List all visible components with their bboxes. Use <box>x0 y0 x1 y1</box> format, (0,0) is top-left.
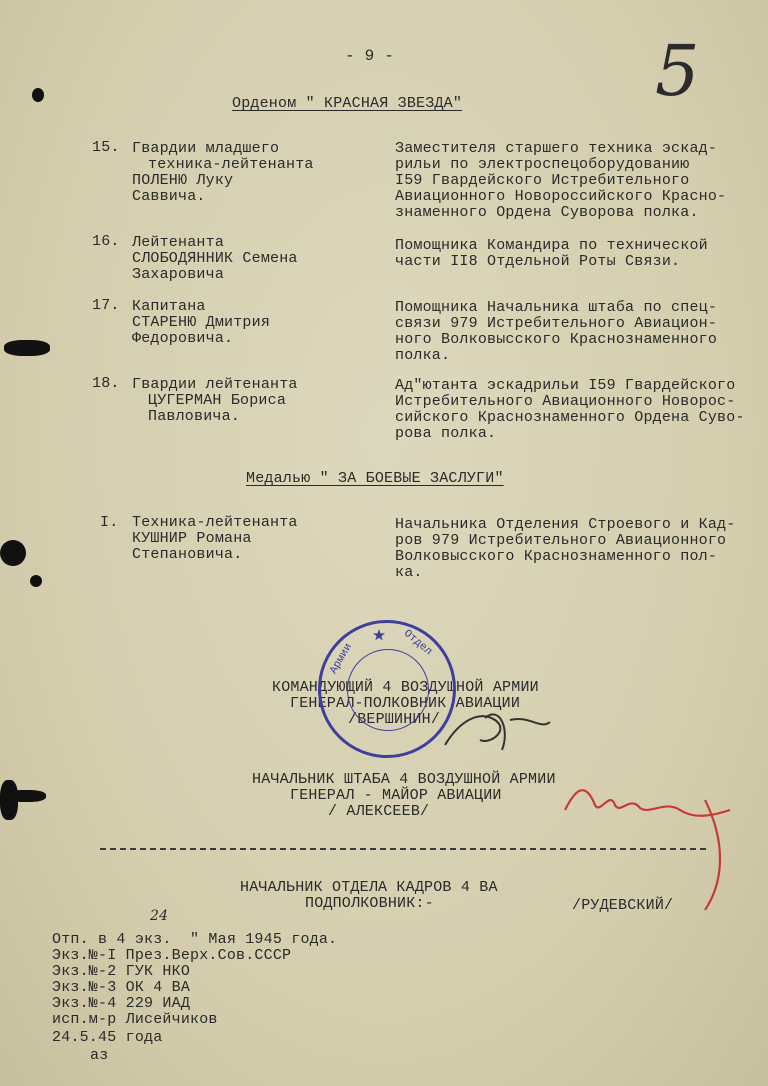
cadres-chief-rank: ПОДПОЛКОВНИК:- <box>305 895 434 912</box>
commander-rank: ГЕНЕРАЛ-ПОЛКОВНИК АВИАЦИИ <box>290 695 521 712</box>
cadres-chief-title: НАЧАЛЬНИК ОТДЕЛА КАДРОВ 4 ВА <box>240 879 498 896</box>
chief-of-staff-name: / АЛЕКСЕЕВ/ <box>328 803 430 820</box>
award-position-line: Авиационного Новороссийского Красно- <box>395 188 727 205</box>
binder-hole-mark <box>30 575 42 587</box>
seal-text: Отдел <box>401 627 435 659</box>
award-name-line: Павловича. <box>148 408 241 425</box>
award-name-line: Лейтенанта <box>132 234 225 251</box>
seal-emblem <box>347 649 429 731</box>
award-position-line: Заместителя старшего техника эскад- <box>395 140 718 157</box>
award-position-line: ка. <box>395 564 423 581</box>
chief-of-staff-title: НАЧАЛЬНИК ШТАБА 4 ВОЗДУШНОЙ АРМИИ <box>252 771 556 788</box>
page-number: - 9 - <box>345 47 395 65</box>
copy-line: Экз.№-2 ГУК НКО <box>52 963 191 980</box>
award-position-line: I59 Гвардейского Истребительного <box>395 172 690 189</box>
award-name-line: Капитана <box>132 298 206 315</box>
award-position-line: Помощника Командира по технической <box>395 237 708 254</box>
award-number: I. <box>100 514 119 531</box>
award-name-line: Гвардии лейтенанта <box>132 376 298 393</box>
award-position-line: Помощника Начальника штаба по спец- <box>395 299 718 316</box>
award-position-line: Начальника Отделения Строевого и Кад- <box>395 516 736 533</box>
award-name-line: СТАРЕНЮ Дмитрия <box>132 314 271 331</box>
commander-title: КОМАНДУЮЩИЙ 4 ВОЗДУШНОЙ АРМИИ <box>272 679 539 696</box>
copy-line: Экз.№-I През.Верх.Сов.СССР <box>52 947 292 964</box>
award-position-line: полка. <box>395 347 451 364</box>
official-seal-stamp <box>318 620 456 758</box>
award-position-line: связи 979 Истребительного Авиацион- <box>395 315 718 332</box>
binder-hole-mark <box>32 88 44 102</box>
award-name-line: Степановича. <box>132 546 243 563</box>
award-position-line: части II8 Отдельной Роты Связи. <box>395 253 681 270</box>
award-number: 17. <box>92 297 120 314</box>
commander-signature <box>440 700 560 760</box>
award-position-line: знаменного Ордена Суворова полка. <box>395 204 699 221</box>
seal-text: Армии <box>328 641 355 677</box>
award-position-line: Истребительного Авиационного Новорос- <box>395 393 736 410</box>
handwritten-day: 24 <box>150 908 169 924</box>
award-name-line: Федоровича. <box>132 330 234 347</box>
executor-line: исп.м-р Лисейчиков <box>52 1011 218 1028</box>
date-line: 24.5.45 года <box>52 1029 163 1046</box>
typist-initials: аз <box>90 1047 109 1064</box>
binder-hole-mark <box>6 790 46 802</box>
copy-line: Экз.№-4 229 ИАД <box>52 995 191 1012</box>
award-name-line: ПОЛЕНЮ Луку <box>132 172 234 189</box>
handwritten-page-number: 5 <box>655 30 700 112</box>
binder-hole-mark <box>4 340 50 356</box>
award-name-line: Гвардии младшего <box>132 140 280 157</box>
award-position-line: Волковысского Краснознаменного пол- <box>395 548 718 565</box>
binder-hole-mark <box>0 540 26 566</box>
section-title-red-star: Орденом " КРАСНАЯ ЗВЕЗДА" <box>232 95 463 112</box>
award-name-line: Саввича. <box>132 188 206 205</box>
award-position-line: рильи по электроспецоборудованию <box>395 156 690 173</box>
award-name-line: ЦУГЕРМАН Бориса <box>148 392 287 409</box>
dispatch-line: Отп. в 4 экз. " Мая 1945 года. <box>52 931 338 948</box>
cadres-chief-name: /РУДЕВСКИЙ/ <box>572 897 674 914</box>
chief-of-staff-signature <box>555 760 755 920</box>
award-number: 15. <box>92 139 120 156</box>
award-number: 18. <box>92 375 120 392</box>
copy-line: Экз.№-3 ОК 4 ВА <box>52 979 191 996</box>
award-position-line: рова полка. <box>395 425 497 442</box>
section-title-combat-merit: Медалью " ЗА БОЕВЫЕ ЗАСЛУГИ" <box>246 470 504 487</box>
award-position-line: сийского Краснознаменного Ордена Суво- <box>395 409 745 426</box>
chief-of-staff-rank: ГЕНЕРАЛ - МАЙОР АВИАЦИИ <box>290 787 502 804</box>
commander-name: /ВЕРШИНИН/ <box>348 711 441 728</box>
award-number: 16. <box>92 233 120 250</box>
award-name-line: СЛОБОДЯННИК Семена <box>132 250 298 267</box>
award-name-line: КУШНИР Романа <box>132 530 252 547</box>
award-position-line: ров 979 Истребительного Авиационного <box>395 532 727 549</box>
star-icon <box>373 629 385 641</box>
separator-line <box>100 848 706 850</box>
award-position-line: ного Волковысского Краснознаменного <box>395 331 718 348</box>
award-name-line: Техника-лейтенанта <box>132 514 298 531</box>
award-position-line: Ад"ютанта эскадрильи I59 Гвардейского <box>395 377 736 394</box>
award-name-line: техника-лейтенанта <box>148 156 314 173</box>
award-name-line: Захаровича <box>132 266 225 283</box>
